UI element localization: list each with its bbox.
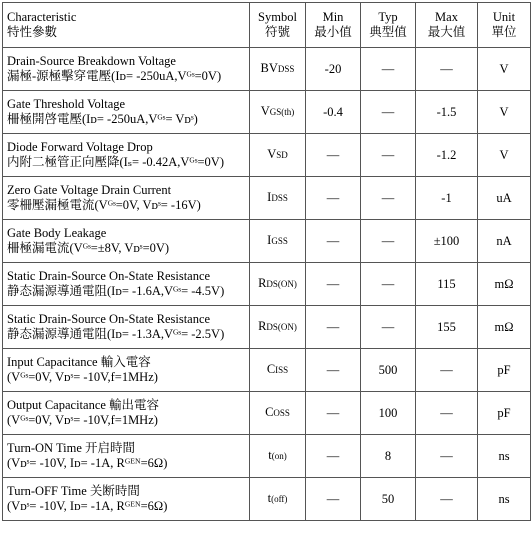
symbol-sub: GSS — [271, 236, 288, 246]
symbol-main: t — [267, 491, 272, 505]
header-unit: Unit 單位 — [478, 3, 531, 48]
min-cell: — — [306, 306, 361, 349]
symbol-main: t — [268, 448, 272, 462]
unit-cell: mΩ — [478, 263, 531, 306]
min-cell: -20 — [306, 48, 361, 91]
characteristic-cell — [3, 48, 250, 91]
characteristic-cell — [3, 306, 250, 349]
unit-cell: pF — [478, 392, 531, 435]
max-cell: — — [416, 435, 478, 478]
unit-cell: mΩ — [478, 306, 531, 349]
electrical-characteristics-table — [2, 2, 531, 521]
symbol-cell — [250, 48, 306, 91]
min-cell: — — [306, 392, 361, 435]
symbol-main: R — [258, 276, 267, 290]
characteristic-zh: 内附二極管正向壓降(Iₛ= -0.42A,Vᴳˢ=0V) — [7, 155, 224, 169]
header-row — [3, 3, 531, 48]
table-row — [3, 349, 531, 392]
min-cell: — — [306, 435, 361, 478]
max-cell: -1.5 — [416, 91, 478, 134]
characteristic-cell — [3, 478, 250, 521]
symbol-cell — [250, 306, 306, 349]
typ-cell: — — [361, 306, 416, 349]
characteristic-zh: (Vᴅˢ= -10V, Iᴅ= -1A, Rᴳᴱᴺ=6Ω) — [7, 499, 168, 513]
characteristic-zh: (Vᴳˢ=0V, Vᴅˢ= -10V,f=1MHz) — [7, 370, 158, 384]
table-row — [3, 392, 531, 435]
symbol-main: BV — [260, 61, 278, 75]
characteristic-zh: 漏極-源極擊穿電壓(Iᴅ= -250uA,Vᴳˢ=0V) — [7, 69, 222, 83]
symbol-cell — [250, 220, 306, 263]
min-cell: — — [306, 134, 361, 177]
symbol-sub: DS(ON) — [266, 279, 297, 289]
max-cell: — — [416, 349, 478, 392]
symbol-cell — [250, 134, 306, 177]
typ-cell: — — [361, 263, 416, 306]
table-row — [3, 263, 531, 306]
table-row — [3, 177, 531, 220]
symbol-sub: DSS — [271, 193, 288, 203]
symbol-main: I — [267, 233, 272, 247]
characteristic-cell — [3, 220, 250, 263]
symbol-main: V — [260, 104, 270, 118]
typ-cell: — — [361, 134, 416, 177]
table-row — [3, 435, 531, 478]
max-cell: -1.2 — [416, 134, 478, 177]
characteristic-en: Static Drain-Source On-State Resistance — [7, 312, 211, 326]
characteristic-cell — [3, 263, 250, 306]
typ-cell: — — [361, 220, 416, 263]
min-cell: -0.4 — [306, 91, 361, 134]
characteristic-en: Gate Threshold Voltage — [7, 97, 126, 111]
typ-cell: 100 — [361, 392, 416, 435]
symbol-main: V — [267, 147, 277, 161]
characteristic-zh: (Vᴅˢ= -10V, Iᴅ= -1A, Rᴳᴱᴺ=6Ω) — [7, 456, 168, 470]
characteristic-cell — [3, 177, 250, 220]
symbol-sub: SD — [276, 150, 288, 160]
symbol-sub: ISS — [275, 365, 289, 375]
unit-cell: V — [478, 91, 531, 134]
max-cell: ±100 — [416, 220, 478, 263]
characteristic-en: Static Drain-Source On-State Resistance — [7, 269, 211, 283]
max-cell: — — [416, 48, 478, 91]
header-characteristic: Characteristic 特性參數 — [3, 3, 250, 48]
min-cell: — — [306, 177, 361, 220]
characteristic-zh: 柵極開啓電壓(Iᴅ= -250uA,Vᴳˢ= Vᴅˢ) — [7, 112, 198, 126]
symbol-cell — [250, 349, 306, 392]
max-cell: 115 — [416, 263, 478, 306]
symbol-main: C — [266, 362, 276, 376]
characteristic-en: Output Capacitance 輸出電容 — [7, 398, 160, 412]
characteristic-zh: 柵極漏電流(Vᴳˢ=±8V, Vᴅˢ=0V) — [7, 241, 170, 255]
symbol-cell — [250, 478, 306, 521]
header-symbol: Symbol 符號 — [250, 3, 306, 48]
symbol-sub: OSS — [273, 408, 290, 418]
unit-cell: uA — [478, 177, 531, 220]
symbol-cell — [250, 435, 306, 478]
characteristic-en: Turn-OFF Time 关断時間 — [7, 484, 140, 498]
min-cell: — — [306, 263, 361, 306]
characteristic-cell — [3, 91, 250, 134]
characteristic-zh: 静态漏源導通電阻(Iᴅ= -1.6A,Vᴳˢ= -4.5V) — [7, 284, 225, 298]
symbol-cell — [250, 263, 306, 306]
characteristic-zh: (Vᴳˢ=0V, Vᴅˢ= -10V,f=1MHz) — [7, 413, 158, 427]
characteristic-zh: 静态漏源導通電阻(Iᴅ= -1.3A,Vᴳˢ= -2.5V) — [7, 327, 225, 341]
typ-cell: — — [361, 177, 416, 220]
unit-cell: ns — [478, 435, 531, 478]
header-min: Min 最小值 — [306, 3, 361, 48]
characteristic-zh: 零柵壓漏極電流(Vᴳˢ=0V, Vᴅˢ= -16V) — [7, 198, 201, 212]
typ-cell: — — [361, 91, 416, 134]
characteristic-en: Zero Gate Voltage Drain Current — [7, 183, 172, 197]
table-row — [3, 48, 531, 91]
header-max: Max 最大值 — [416, 3, 478, 48]
characteristic-cell — [3, 392, 250, 435]
unit-cell: V — [478, 48, 531, 91]
unit-cell: nA — [478, 220, 531, 263]
characteristic-cell — [3, 349, 250, 392]
max-cell: 155 — [416, 306, 478, 349]
table-row — [3, 478, 531, 521]
characteristic-en: Input Capacitance 輸入電容 — [7, 355, 151, 369]
characteristic-en: Diode Forward Voltage Drop — [7, 140, 153, 154]
symbol-sub: DS(ON) — [266, 322, 297, 332]
unit-cell: V — [478, 134, 531, 177]
max-cell: -1 — [416, 177, 478, 220]
symbol-main: I — [267, 190, 272, 204]
header-typ: Typ 典型值 — [361, 3, 416, 48]
table-row — [3, 91, 531, 134]
min-cell: — — [306, 478, 361, 521]
min-cell: — — [306, 349, 361, 392]
symbol-sub: (off) — [271, 494, 288, 504]
symbol-cell — [250, 91, 306, 134]
table-row — [3, 306, 531, 349]
min-cell: — — [306, 220, 361, 263]
characteristic-en: Turn-ON Time 开启時間 — [7, 441, 136, 455]
typ-cell: 50 — [361, 478, 416, 521]
symbol-sub: (on) — [271, 451, 287, 461]
symbol-main: R — [258, 319, 267, 333]
characteristic-en: Gate Body Leakage — [7, 226, 107, 240]
characteristic-en: Drain-Source Breakdown Voltage — [7, 54, 176, 68]
symbol-sub: GS(th) — [269, 107, 295, 117]
typ-cell: 500 — [361, 349, 416, 392]
max-cell: — — [416, 392, 478, 435]
symbol-cell — [250, 177, 306, 220]
unit-cell: ns — [478, 478, 531, 521]
symbol-sub: DSS — [277, 64, 295, 74]
symbol-main: C — [265, 405, 274, 419]
typ-cell: 8 — [361, 435, 416, 478]
symbol-cell — [250, 392, 306, 435]
table-row — [3, 220, 531, 263]
table-row — [3, 134, 531, 177]
characteristic-cell — [3, 435, 250, 478]
typ-cell: — — [361, 48, 416, 91]
unit-cell: pF — [478, 349, 531, 392]
max-cell: — — [416, 478, 478, 521]
characteristic-cell — [3, 134, 250, 177]
